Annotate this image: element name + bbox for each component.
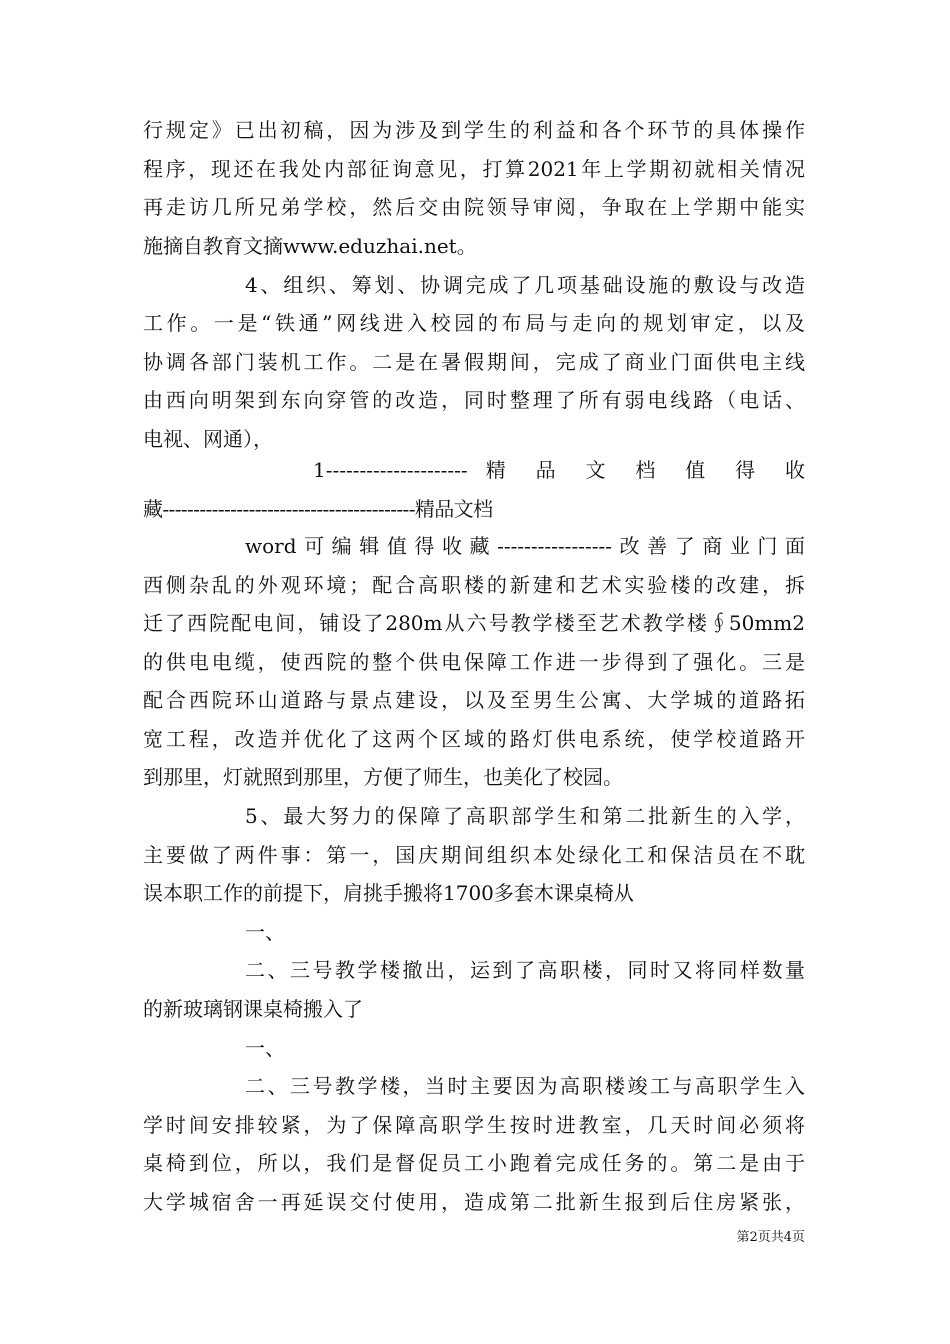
- text-line: 误本职工作的前提下，肩挑手搬将1700多套木课桌椅从: [143, 881, 634, 905]
- watermark-line: word可编辑值得收藏-----------------改善了商业门面: [245, 534, 805, 558]
- text-line: 施摘自教育文摘www.eduzhai.net。: [143, 234, 477, 258]
- watermark-line: 藏-----------------------------------------精品文档: [143, 497, 493, 521]
- text-line: 的新玻璃钢课桌椅搬入了: [143, 997, 363, 1021]
- text-line: 二、三号教学楼，当时主要因为高职楼竣工与高职学生入: [245, 1074, 805, 1098]
- text-line: 再走访几所兄弟学校，然后交由院领导审阅，争取在上学期中能实: [143, 195, 805, 219]
- text-line: 行规定》已出初稿，因为涉及到学生的利益和各个环节的具体操作: [143, 118, 805, 142]
- text-line: 西侧杂乱的外观环境；配合高职楼的新建和艺术实验楼的改建，拆: [143, 573, 805, 597]
- text-line: 一、: [245, 1036, 285, 1060]
- text-line: 由西向明架到东向穿管的改造，同时整理了所有弱电线路（电话、: [143, 388, 805, 412]
- text-line: 宽工程，改造并优化了这两个区域的路灯供电系统，使学校道路开: [143, 727, 805, 751]
- text-line: 程序，现还在我处内部征询意见，打算2021年上学期初就相关情况: [143, 157, 805, 181]
- text-line: 桌椅到位，所以，我们是督促员工小跑着完成任务的。第二是由于: [143, 1151, 805, 1175]
- text-line: 一、: [245, 920, 285, 944]
- text-line: 到那里，灯就照到那里，方便了师生，也美化了校园。: [143, 765, 623, 789]
- paragraph-start: 4、组织、筹划、协调完成了几项基础设施的敷设与改造: [245, 273, 805, 297]
- text-line: 电视、网通），: [143, 427, 273, 451]
- text-line: 大学城宿舍一再延误交付使用，造成第二批新生报到后住房紧张，: [143, 1190, 805, 1214]
- text-line: 迁了西院配电间，铺设了280m从六号教学楼至艺术教学楼∮50mm2: [143, 611, 805, 635]
- paragraph-start: 5、最大努力的保障了高职部学生和第二批新生的入学，: [245, 804, 805, 828]
- text-line: 配合西院环山道路与景点建设，以及至男生公寓、大学城的道路拓: [143, 688, 805, 712]
- text-line: 的供电电缆，使西院的整个供电保障工作进一步得到了强化。三是: [143, 650, 805, 674]
- text-line: 二、三号教学楼撤出，运到了高职楼，同时又将同样数量: [245, 958, 805, 982]
- watermark-line: 1--------------------- 精 品 文 档 值 得 收: [313, 458, 805, 482]
- text-line: 协调各部门装机工作。二是在暑假期间，完成了商业门面供电主线: [143, 350, 805, 374]
- text-line: 工作。一是“铁通”网线进入校园的布局与走向的规划审定，以及: [143, 311, 805, 335]
- text-line: 主要做了两件事：第一，国庆期间组织本处绿化工和保洁员在不耽: [143, 843, 805, 867]
- text-line: 学时间安排较紧，为了保障高职学生按时进教室，几天时间必须将: [143, 1113, 805, 1137]
- page-number: 第2页共4页: [736, 1230, 805, 1245]
